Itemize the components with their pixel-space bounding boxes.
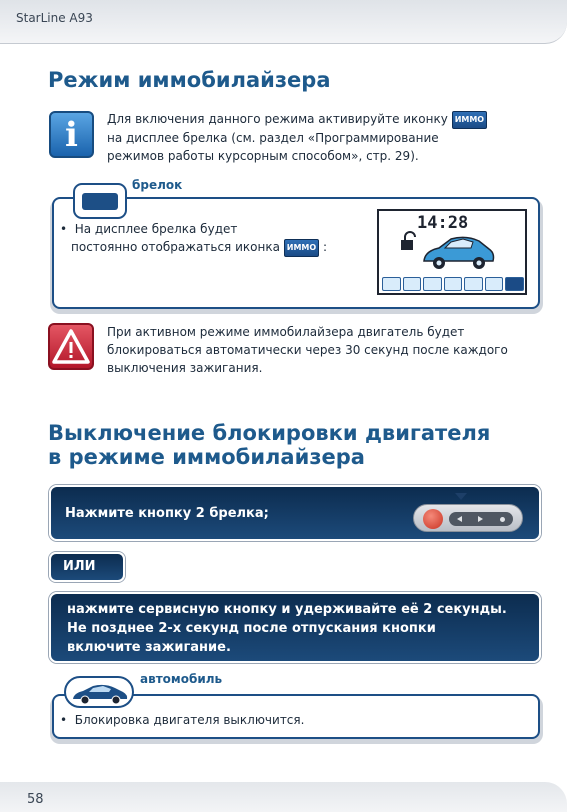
fob-lcd-display xyxy=(377,209,527,295)
fob-text: • На дисплее брелка будет постоянно отображаться иконка ИММО : xyxy=(60,220,327,257)
warning-text: При активном режиме иммобилайзера двигатель будет блокироваться автоматически через 30 секунд после каждого выключения зажигания. xyxy=(107,325,508,375)
page-header xyxy=(0,0,567,44)
car-badge xyxy=(64,676,134,708)
lock-icon xyxy=(399,231,421,251)
step2-text: нажмите сервисную кнопку и удерживайте её 2 секунды. Не позднее 2-х секунд после отпускания кнопки включите зажигание. xyxy=(67,602,507,655)
section-title-immobilizer: Режим иммобилайзера xyxy=(48,68,331,92)
pointer-triangle xyxy=(455,493,467,500)
result-text: • Блокировка двигателя выключится. xyxy=(60,713,305,727)
immo-icon: ИММО xyxy=(452,111,487,129)
page-number: 58 xyxy=(27,792,44,807)
brand-title: StarLine A93 xyxy=(16,11,93,25)
car-icon xyxy=(421,233,496,273)
fob-label: брелок xyxy=(132,178,183,192)
lcd-time: 14:28 xyxy=(417,213,469,233)
immo-icon-inline: ИММО xyxy=(284,239,319,257)
fob-remote-image xyxy=(413,504,523,532)
warning-icon xyxy=(48,323,94,370)
step2-box xyxy=(49,592,541,663)
lcd-icon-row xyxy=(382,277,524,291)
step1-text: Нажмите кнопку 2 брелка; xyxy=(65,506,269,521)
section-title-disable-block: Выключение блокировки двигателя в режиме иммобилайзера xyxy=(48,421,491,469)
info-text: Для включения данного режима активируйте иконку ИММО на дисплее брелка (см. раздел «Программирование режимов работы курсорным способом», стр. 29). xyxy=(107,110,487,165)
key-fob-icon xyxy=(73,183,127,219)
info-icon: i xyxy=(49,111,94,158)
car-label: автомобиль xyxy=(140,672,223,686)
car-icon-badge xyxy=(71,683,129,705)
page-footer xyxy=(0,782,567,812)
or-label: ИЛИ xyxy=(49,552,125,582)
